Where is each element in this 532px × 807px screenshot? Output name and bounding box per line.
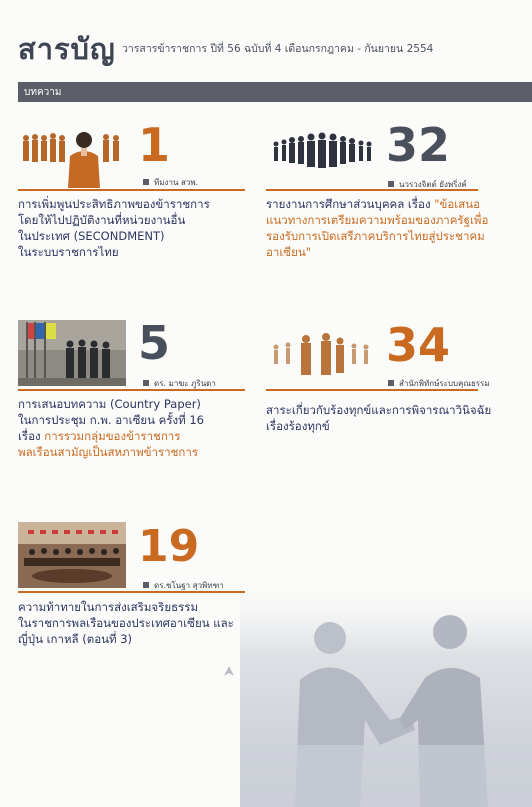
page-number: 1 xyxy=(138,118,171,172)
article-title: สาระเกี่ยวกับร้องทุกข์และการพิจารณาวินิจฉัย เรื่องร้องทุกข์ xyxy=(266,403,492,433)
author: ดร.ชโนฐา สุวพิทฑา xyxy=(143,579,224,592)
divider-rule xyxy=(18,389,245,391)
author: สำนักพิทักษ์ระบบคุณธรรม xyxy=(388,377,490,390)
journal-info: วารสารข้าราชการ ปีที่ 56 ฉบับที่ 4 เดือนกรกฎาคม - กันยายน 2554 xyxy=(122,43,434,55)
article-title: การเสนอบทความ (Country Paper) ในการประชุม ก.พ. อาเซียน ครั้งที่ 16 เรื่อง การรวมกลุ่มของข้าราชการ พลเรือนสามัญเป็นสหภาพข้าราชการ xyxy=(18,397,204,459)
section-bar xyxy=(18,82,532,102)
page-number: 19 xyxy=(138,521,200,572)
article-title: รายงานการศึกษาส่วนบุคคล เรื่อง "ข้อเสนอ แนวทางการเตรียมความพร้อมของภาครัฐเพื่อ รองรับการเปิดเสรีภาคบริการไทยสู่ประชาคม อาเซียน" xyxy=(266,197,489,259)
conference-room-photo xyxy=(18,522,126,588)
divider-rule xyxy=(18,591,245,593)
page-header xyxy=(0,0,532,78)
article-title: การเพิ่มพูนประสิทธิภาพของข้าราชการ โดยให้ไปปฏิบัติงานที่หน่วยงานอื่น ในประเทศ (SECONDMENT) ในระบบราชการไทย xyxy=(18,197,210,259)
page-title: สารบัญ xyxy=(18,32,116,66)
people-walking-photo xyxy=(266,325,378,387)
author: นวรวงจิตต์ ยังพริ่งค์ xyxy=(388,178,467,191)
author: ดร. มาฆะ ภูรินดา xyxy=(143,377,216,390)
background-handshake-image xyxy=(240,570,532,807)
section-label: บทความ xyxy=(24,87,62,98)
divider-rule xyxy=(266,189,478,191)
page-number: 32 xyxy=(386,118,451,172)
page-number: 5 xyxy=(138,316,171,370)
business-crowd-photo xyxy=(266,122,378,188)
page-number: 34 xyxy=(386,318,451,372)
divider-rule xyxy=(266,389,478,391)
business-team-photo xyxy=(18,122,128,188)
decorative-mark-icon xyxy=(222,664,236,680)
author: ทีมงาน สวพ. xyxy=(143,176,198,189)
asean-meeting-photo xyxy=(18,320,126,386)
article-title: ความท้าทายในการส่งเสริมจริยธรรม ในราชการพลเรือนของประเทศอาเซียน และ ญี่ปุ่น เกาหลี (ตอนที่ 3) xyxy=(18,600,234,646)
divider-rule xyxy=(18,189,245,191)
